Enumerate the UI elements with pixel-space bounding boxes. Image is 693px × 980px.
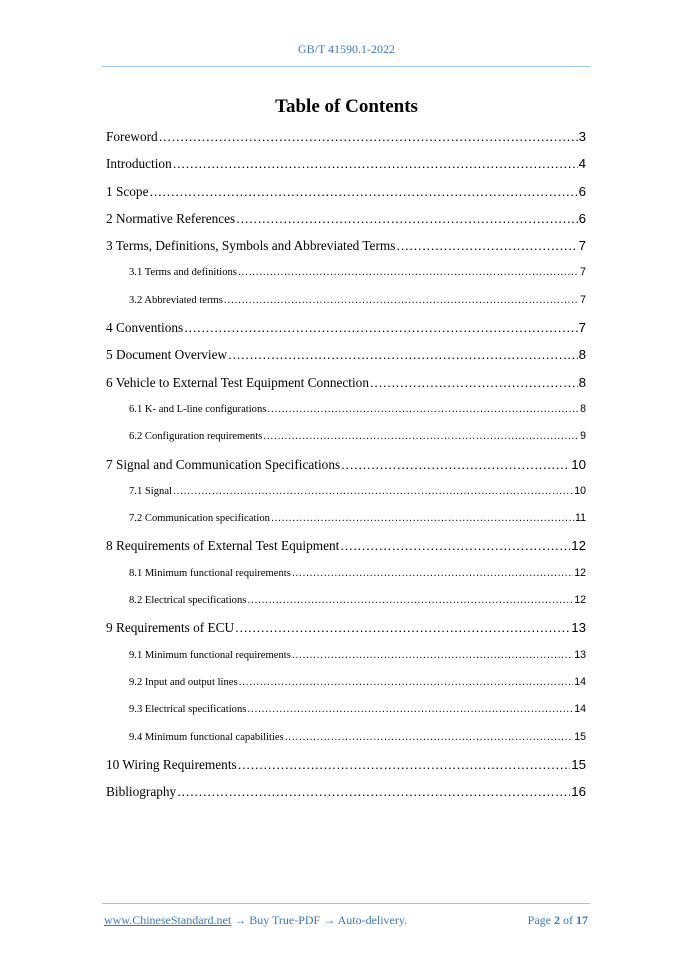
toc-entry-page: 8 <box>578 374 586 390</box>
standard-number: GB/T 41590.1-2022 <box>297 42 396 56</box>
toc-entry[interactable] <box>106 369 586 396</box>
toc-leader-dots <box>292 560 573 587</box>
toc-entry-label: 9.3 Electrical specifications <box>129 704 247 716</box>
toc-entry-page: 13 <box>574 648 586 661</box>
toc-entry-page: 11 <box>575 512 586 525</box>
toc-subentry[interactable] <box>106 423 586 450</box>
toc-entry-label: Introduction <box>106 156 172 172</box>
toc-entry-label: 7.1 Signal <box>129 485 172 497</box>
header-divider <box>102 66 590 67</box>
toc-leader-dots <box>177 778 570 805</box>
document-footer <box>104 913 588 928</box>
toc-subentry[interactable] <box>106 287 586 314</box>
toc-entry-page: 7 <box>578 320 586 336</box>
toc-subentry[interactable] <box>106 478 586 505</box>
toc-leader-dots <box>396 232 577 259</box>
toc-entry[interactable] <box>106 178 586 205</box>
toc-leader-dots <box>149 178 577 205</box>
toc-entry[interactable] <box>106 341 586 368</box>
footer-promo <box>104 913 407 928</box>
toc-leader-dots <box>184 314 577 341</box>
toc-entry-page: 13 <box>571 620 586 636</box>
toc-leader-dots <box>370 369 578 396</box>
toc-subentry[interactable] <box>106 396 586 423</box>
toc-leader-dots <box>235 614 570 641</box>
toc-leader-dots <box>228 341 577 368</box>
toc-entry[interactable] <box>106 751 586 778</box>
table-of-contents <box>106 123 586 805</box>
toc-entry-page: 6 <box>578 210 586 226</box>
toc-leader-dots <box>159 123 578 150</box>
toc-entry-page: 8 <box>578 347 586 363</box>
toc-entry-label: 9.2 Input and output lines <box>129 676 238 688</box>
toc-leader-dots <box>271 505 574 532</box>
toc-leader-dots <box>267 396 579 423</box>
toc-entry-label: 10 Wiring Requirements <box>106 756 237 772</box>
toc-entry-page: 7 <box>578 238 586 254</box>
toc-entry-page: 3 <box>578 129 586 144</box>
toc-entry-label: 9.4 Minimum functional capabilities <box>129 731 284 743</box>
toc-entry-page: 6 <box>578 183 586 199</box>
toc-entry-label: 5 Document Overview <box>106 347 228 363</box>
document-header <box>0 42 693 57</box>
toc-entry-page: 7 <box>580 293 586 306</box>
toc-subentry[interactable] <box>106 505 586 532</box>
toc-entry-label: 4 Conventions <box>106 320 184 336</box>
toc-leader-dots <box>263 423 579 450</box>
toc-entry-page: 10 <box>574 484 586 497</box>
toc-entry-label: 6.2 Configuration requirements <box>129 431 263 443</box>
toc-entry-page: 15 <box>574 730 586 743</box>
toc-entry-label: 9 Requirements of ECU <box>106 620 235 636</box>
toc-entry-page: 12 <box>574 566 586 579</box>
toc-leader-dots <box>292 642 573 669</box>
toc-subentry[interactable] <box>106 696 586 723</box>
footer-divider <box>102 903 590 904</box>
toc-entry-label: 6 Vehicle to External Test Equipment Connection <box>106 374 369 390</box>
toc-entry-label: 7 Signal and Communication Specifications <box>106 456 341 472</box>
toc-leader-dots <box>247 587 573 614</box>
toc-leader-dots <box>173 478 573 505</box>
toc-leader-dots <box>238 751 571 778</box>
toc-leader-dots <box>239 669 574 696</box>
toc-entry-page: 14 <box>574 675 586 688</box>
toc-entry-label: 8 Requirements of External Test Equipment <box>106 538 340 554</box>
toc-subentry[interactable] <box>106 642 586 669</box>
page-prefix: Page <box>527 913 554 927</box>
toc-entry-label: 2 Normative References <box>106 210 236 226</box>
toc-entry-page: 15 <box>571 756 586 772</box>
toc-entry-page: 12 <box>574 594 586 607</box>
toc-entry-page: 10 <box>571 456 586 472</box>
toc-entry-page: 12 <box>571 538 586 554</box>
toc-entry-page: 4 <box>578 156 586 172</box>
toc-entry[interactable] <box>106 205 586 232</box>
toc-entry[interactable] <box>106 778 586 805</box>
toc-entry[interactable] <box>106 532 586 559</box>
toc-entry[interactable] <box>106 614 586 641</box>
toc-subentry[interactable] <box>106 724 586 751</box>
toc-subentry[interactable] <box>106 587 586 614</box>
toc-entry[interactable] <box>106 451 586 478</box>
page-indicator <box>528 913 588 928</box>
toc-entry-page: 7 <box>580 266 586 279</box>
toc-entry-label: 3 Terms, Definitions, Symbols and Abbreviated Terms <box>106 238 396 254</box>
toc-subentry[interactable] <box>106 259 586 286</box>
toc-entry-label: 3.2 Abbreviated terms <box>129 294 223 306</box>
toc-entry-label: 8.1 Minimum functional requirements <box>129 567 291 579</box>
toc-leader-dots <box>238 259 579 286</box>
toc-subentry[interactable] <box>106 669 586 696</box>
toc-subentry[interactable] <box>106 560 586 587</box>
toc-entry-label: Bibliography <box>106 784 177 800</box>
toc-leader-dots <box>224 287 579 314</box>
page-of: of <box>560 913 576 927</box>
promo-text: → Buy True-PDF → Auto-delivery. <box>231 913 408 927</box>
toc-entry[interactable] <box>106 150 586 177</box>
toc-entry-page: 16 <box>571 784 586 800</box>
toc-entry-label: 3.1 Terms and definitions <box>129 267 237 279</box>
toc-entry-page: 14 <box>574 703 586 716</box>
toc-entry-label: 7.2 Communication specification <box>129 513 270 525</box>
toc-leader-dots <box>285 724 573 751</box>
toc-entry[interactable] <box>106 232 586 259</box>
toc-leader-dots <box>340 532 570 559</box>
toc-entry-label: 1 Scope <box>106 183 149 199</box>
website-link[interactable]: www.ChineseStandard.net <box>104 913 232 927</box>
toc-entry-page: 9 <box>580 430 586 443</box>
toc-leader-dots <box>236 205 577 232</box>
toc-leader-dots <box>173 150 578 177</box>
toc-entry-label: 6.1 K- and L-line configurations <box>129 403 267 415</box>
toc-entry-label: 9.1 Minimum functional requirements <box>129 649 291 661</box>
total-pages: 17 <box>576 913 588 927</box>
toc-entry[interactable] <box>106 314 586 341</box>
toc-leader-dots <box>341 451 570 478</box>
current-page: 2 <box>554 913 560 927</box>
toc-entry-label: 8.2 Electrical specifications <box>129 595 247 607</box>
toc-leader-dots <box>247 696 573 723</box>
page-title: Table of Contents <box>275 96 418 117</box>
toc-entry-page: 8 <box>580 402 586 415</box>
toc-entry-label: Foreword <box>106 129 158 144</box>
toc-entry[interactable] <box>106 123 586 150</box>
